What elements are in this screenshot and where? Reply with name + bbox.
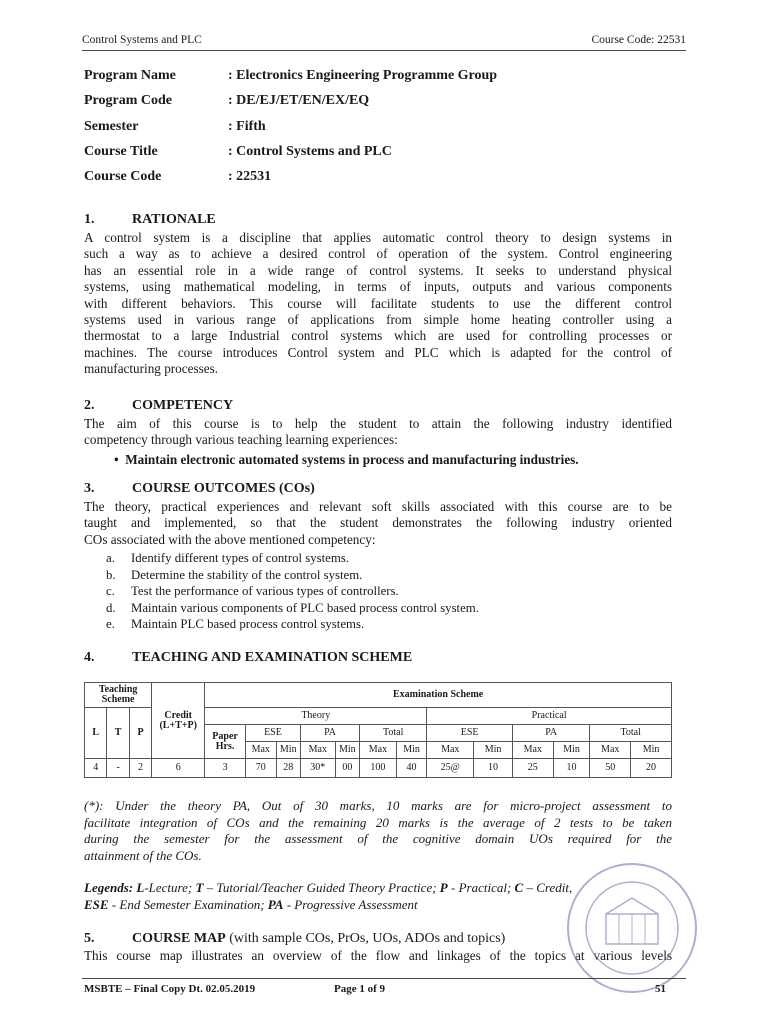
table-header-min: Min: [396, 742, 427, 759]
list-marker: d.: [106, 600, 116, 615]
table-header-theory-total: Total: [360, 725, 427, 742]
paragraph-line: A control system is a discipline that applies automatic control theory to design systems in: [84, 230, 672, 245]
board-seal-stamp-icon: [562, 858, 702, 998]
footer-divider: [82, 978, 686, 979]
info-value: : 22531: [228, 169, 272, 185]
info-value: : Control Systems and PLC: [228, 143, 392, 159]
paragraph-line: systems, using mathematical modeling, in terms of inputs, outputs and various components: [84, 279, 672, 295]
paragraph-line: machines. The course introduces Control system and PLC which is adapted for the control of: [84, 344, 672, 360]
legend-text: - Progressive Assessment: [283, 896, 418, 912]
table-cell: 10: [553, 759, 590, 778]
info-label: Semester: [84, 118, 139, 134]
legend-line: [84, 897, 572, 914]
table-header-max: Max: [245, 742, 276, 759]
legend-key: C: [514, 880, 524, 895]
list-item-text: Maintain PLC based process control systems.: [131, 617, 365, 632]
table-header-practical: Practical: [427, 708, 672, 725]
paragraph-line: thermostat to a large Industrial control systems which are used for controlling processes or: [84, 328, 672, 344]
table-row: [85, 759, 672, 778]
list-item: [106, 616, 479, 633]
table-cell: 6: [152, 759, 205, 778]
table-header-examination-scheme: Examination Scheme: [205, 683, 672, 708]
legend-text: – Credit,: [523, 880, 573, 895]
table-cell: 10: [474, 759, 513, 778]
table-cell: -: [107, 759, 129, 778]
paragraph-line: The theory, practical experiences and relevant soft skills associated with this course are to be: [84, 499, 672, 514]
list-marker: a.: [106, 551, 115, 565]
legend-text: – Tutorial/Teacher Guided Theory Practice;: [203, 880, 440, 895]
section-number: 1.: [84, 212, 95, 227]
course-outcomes-paragraph: [84, 499, 672, 548]
list-item-text: Identify different types of control systems.: [131, 551, 349, 565]
legend-text: - End Semester Examination;: [108, 896, 268, 912]
section-title: RATIONALE: [132, 212, 216, 227]
table-cell: 100: [360, 759, 397, 778]
section-heading-competency: [84, 398, 233, 414]
list-item: [106, 600, 479, 617]
table-cell: 40: [396, 759, 427, 778]
table-cell: 50: [590, 759, 631, 778]
competency-paragraph: [84, 416, 672, 449]
header-divider: [82, 50, 686, 51]
table-header-p: P: [129, 708, 151, 759]
paragraph-line: manufacturing processes.: [84, 361, 219, 377]
table-cell: 20: [631, 759, 672, 778]
table-header-l: L: [85, 708, 107, 759]
info-label: Course Code: [84, 169, 162, 185]
info-value: : DE/EJ/ET/EN/EX/EQ: [228, 93, 370, 109]
list-item-text: Determine the stability of the control system.: [131, 567, 363, 582]
list-marker: b.: [106, 567, 116, 582]
table-header-max: Max: [360, 742, 397, 759]
info-label: Program Name: [84, 68, 176, 83]
section-subtitle: (with sample COs, PrOs, UOs, ADOs and topics): [225, 931, 506, 946]
course-outcomes-list: [106, 550, 479, 633]
list-item-text: Test the performance of various types of controllers.: [131, 584, 399, 599]
note-line: facilitate integration of COs and the remaining 20 marks is the average of 2 tests to be taken: [84, 814, 672, 830]
section-title: TEACHING AND EXAMINATION SCHEME: [132, 650, 413, 665]
table-header-max: Max: [427, 742, 474, 759]
legend-text: -Lecture;: [144, 880, 196, 895]
list-marker: c.: [106, 584, 115, 599]
info-label: Course Title: [84, 143, 158, 159]
paragraph-line: with different behaviors. This course will facilitate students to use the different control: [84, 295, 672, 311]
section-heading-rationale: [84, 212, 216, 228]
section-number: 5.: [84, 931, 95, 946]
list-item: [106, 583, 479, 600]
legend-text: - Practical;: [447, 880, 515, 895]
list-marker: e.: [106, 617, 115, 632]
legend-key: ESE: [84, 896, 109, 912]
list-item-text: Maintain various components of PLC based process control system.: [131, 600, 479, 615]
header-course-code: Course Code: 22531: [591, 34, 686, 46]
legends: [84, 880, 572, 913]
footer-sheet-number: 51: [655, 983, 666, 995]
table-cell: 3: [205, 759, 246, 778]
note-line: (*): Under the theory PA, Out of 30 marks, 10 marks are for micro-project assessment to: [84, 798, 672, 813]
legend-key: T: [195, 880, 204, 895]
list-item: [106, 567, 479, 584]
table-cell: 30*: [300, 759, 335, 778]
teaching-examination-scheme-table: [84, 682, 672, 778]
competency-bullet: [114, 452, 579, 468]
info-value: : Electronics Engineering Programme Group: [228, 68, 498, 83]
table-header-credit: Credit (L+T+P): [152, 683, 205, 759]
table-header-practical-ese: ESE: [427, 725, 513, 742]
table-header-practical-total: Total: [590, 725, 672, 742]
paragraph-line: COs associated with the above mentioned competency:: [84, 531, 376, 547]
scheme-note: [84, 798, 672, 864]
list-item: [106, 550, 479, 567]
paragraph-line: has an essential role in a wide range of control systems. It seeks to understand physical: [84, 262, 672, 278]
table-header-min: Min: [474, 742, 513, 759]
table-header-min: Min: [276, 742, 300, 759]
table-cell: 25: [512, 759, 553, 778]
footer-page-number: Page 1 of 9: [334, 983, 386, 995]
section-heading-course-map: [84, 931, 505, 947]
table-header-paper-hrs: Paper Hrs.: [205, 725, 246, 759]
section-title: COURSE MAP: [132, 931, 226, 946]
table-header-min: Min: [631, 742, 672, 759]
table-header-max: Max: [300, 742, 335, 759]
table-cell: 2: [129, 759, 151, 778]
table-cell: 70: [245, 759, 276, 778]
section-number: 2.: [84, 398, 95, 413]
legend-key: PA: [267, 896, 284, 912]
rationale-paragraph: [84, 230, 672, 378]
note-line: attainment of the COs.: [84, 847, 202, 863]
table-header-t: T: [107, 708, 129, 759]
table-cell: 4: [85, 759, 107, 778]
legend-line: [84, 880, 572, 897]
table-header-theory-pa: PA: [300, 725, 359, 742]
table-header-practical-pa: PA: [512, 725, 589, 742]
paragraph-line: systems used in various range of applications from simple home heating controller using a: [84, 312, 672, 328]
table-header-theory-ese: ESE: [245, 725, 300, 742]
table-header-max: Max: [590, 742, 631, 759]
bullet-dot-icon: •: [114, 452, 126, 467]
table-header-min: Min: [553, 742, 590, 759]
paragraph-line: The aim of this course is to help the student to attain the following industry identified: [84, 416, 672, 431]
section-heading-course-outcomes: [84, 481, 315, 497]
table-cell: 25@: [427, 759, 474, 778]
paragraph-line: competency through various teaching learning experiences:: [84, 432, 398, 448]
section-number: 4.: [84, 650, 95, 665]
section-title: COURSE OUTCOMES (COs): [132, 481, 315, 496]
note-line: during the semester for the assessment of the cognitive domain UOs required for the: [84, 831, 672, 847]
header-course-name: Control Systems and PLC: [82, 34, 202, 46]
section-number: 3.: [84, 481, 95, 496]
table-header-teaching-scheme: Teaching Scheme: [85, 683, 152, 708]
legend-key: L: [136, 880, 145, 895]
legend-title: Legends:: [84, 880, 134, 895]
info-value: : Fifth: [228, 118, 266, 134]
table-header-theory: Theory: [205, 708, 427, 725]
legend-key: P: [439, 880, 448, 895]
section-heading-scheme: [84, 650, 412, 666]
table-cell: 00: [335, 759, 359, 778]
table-header-min: Min: [335, 742, 359, 759]
footer-copy-date: MSBTE – Final Copy Dt. 02.05.2019: [84, 983, 256, 995]
paragraph-line: such a way as to achieve a desired control of operation of the system. Control engineering: [84, 246, 672, 262]
section-title: COMPETENCY: [132, 398, 234, 413]
paragraph-line: taught and implemented, so that the student demonstrates the following industry oriented: [84, 515, 672, 531]
bullet-text: Maintain electronic automated systems in process and manufacturing industries.: [125, 452, 579, 467]
paragraph-line: This course map illustrates an overview of the flow and linkages of the topics at various levels: [84, 948, 672, 963]
table-cell: 28: [276, 759, 300, 778]
table-header-max: Max: [512, 742, 553, 759]
info-label: Program Code: [84, 93, 172, 109]
